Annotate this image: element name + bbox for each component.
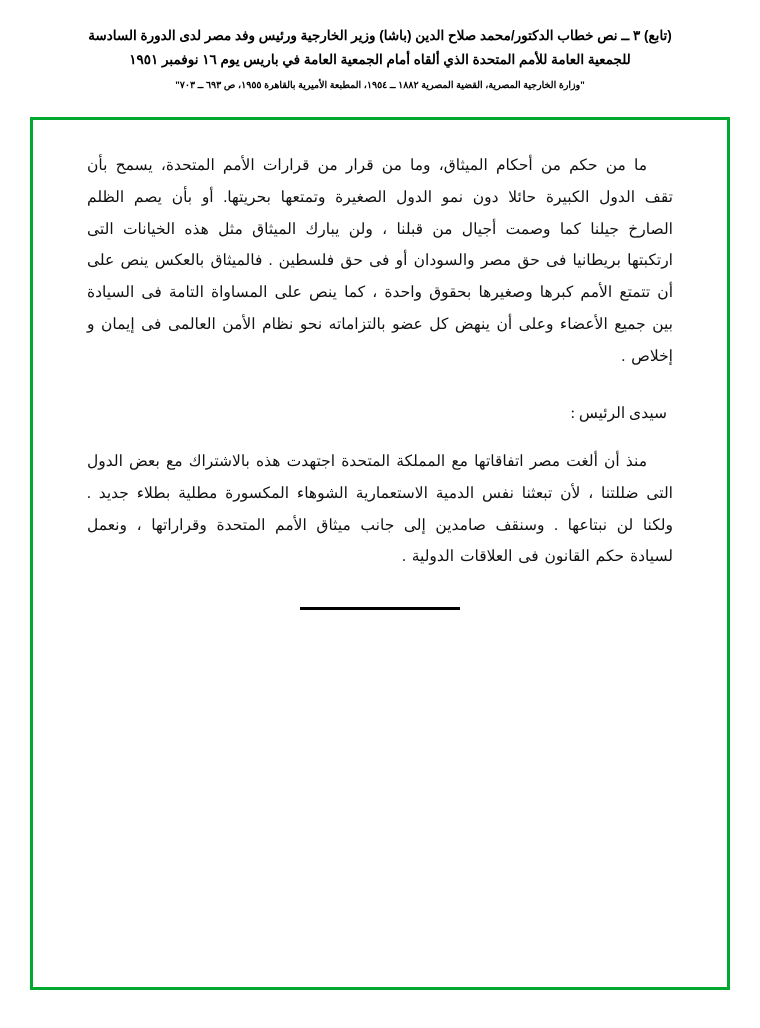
- document-header: [0, 0, 760, 93]
- horizontal-rule-icon: [300, 607, 460, 610]
- document-body: [33, 120, 727, 610]
- body-paragraph-2: منذ أن ألغت مصر اتفاقاتها مع المملكة المتحدة اجتهدت هذه بالاشتراك مع بعض الدول التى ضللتنا ، لأن تبعثنا نفس الدمية الاستعمارية الشوهاء المكسورة مطلية بطلاء جديد . ولكنا لن نبتاعها . وسنقف صامدين إلى جانب ميثاق الأمم المتحدة وقراراتها ، ونعمل لسيادة حكم القانون فى العلاقات الدولية .: [87, 453, 673, 566]
- header-title-line-1: (تابع) ٣ ــ نص خطاب الدكتور/محمد صلاح الدين (باشا) وزير الخارجية ورئيس وفد مصر لدى الدورة السادسة: [88, 28, 672, 43]
- salutation-line: سيدى الرئيس :: [570, 405, 667, 423]
- divider-container: [87, 607, 673, 610]
- header-title-line-2: للجمعية العامة للأمم المتحدة الذي ألقاه أمام الجمعية العامة في باريس يوم ١٦ نوفمبر ١٩٥١: [129, 51, 631, 67]
- green-bordered-content-frame: [30, 117, 730, 990]
- header-source-citation: "وزارة الخارجية المصرية، القضية المصرية ١٨٨٢ ــ ١٩٥٤، المطبعة الأميرية بالقاهرة ١٩٥٥، ص ٦٩٣ ــ ٧٠٣": [175, 80, 585, 92]
- body-paragraph-1: ما من حكم من أحكام الميثاق، وما من قرار من قرارات الأمم المتحدة، يسمح بأن تقف الدول الكبيرة حائلا دون نمو الدول الصغيرة وتمتعها بحريتها. أو بأن يصم الظلم الصارخ جيلنا كما وصمت أجيال من قبلنا ، ولن يبارك الميثاق مثل هذه الخيانات التى ارتكبتها بريطانيا فى حق مصر والسودان أو فى حق فلسطين . فالميثاق بالعكس ينص على أن تتمتع الأمم كبرها وصغيرها بحقوق واحدة ، كما ينص على المساواة التامة فى السيادة بين جميع الأعضاء وعلى أن ينهض كل عضو بالتزاماته نحو نظام الأمن العالمى فى إيمان و إخلاص .: [87, 157, 673, 365]
